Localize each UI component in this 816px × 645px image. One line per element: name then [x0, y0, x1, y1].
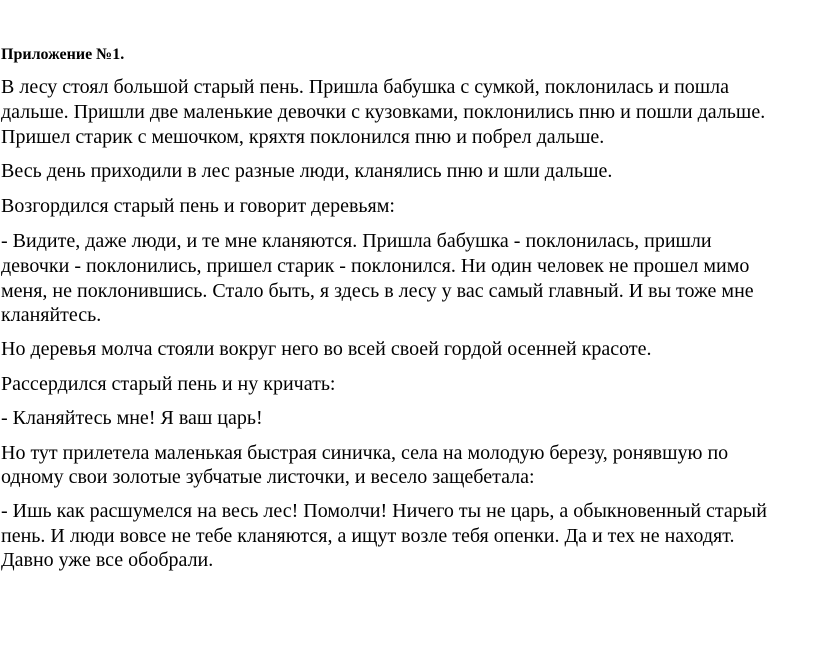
text-line: Пришел старик с мешочком, кряхтя поклонился пню и побрел дальше. — [1, 126, 605, 148]
text-line: пень. И люди вовсе не тебе кланяются, а ищут возле тебя опенки. Да и тех не находят. — [1, 525, 735, 547]
text-line: Давно уже все обобрали. — [1, 549, 214, 571]
text-line: - Кланяйтесь мне! Я ваш царь! — [1, 407, 263, 429]
text-line: - Ишь как расшумелся на весь лес! Помолчи! Ничего ты не царь, а обыкновенный старый — [1, 500, 767, 522]
text-line: Весь день приходили в лес разные люди, кланялись пню и шли дальше. — [1, 160, 613, 182]
text-line: Но деревья молча стояли вокруг него во всей своей гордой осенней красоте. — [1, 338, 652, 360]
text-line: кланяйтесь. — [1, 304, 102, 326]
text-line: Рассердился старый пень и ну кричать: — [1, 373, 336, 395]
text-line: Возгордился старый пень и говорит деревьям: — [1, 195, 395, 217]
text-line: дальше. Пришли две маленькие девочки с кузовками, поклонились пню и пошли дальше. — [1, 101, 766, 123]
text-line: Но тут прилетела маленькая быстрая синичка, села на молодую березу, ронявшую по — [1, 442, 729, 464]
document-heading: Приложение №1. — [1, 46, 125, 63]
text-line: - Видите, даже люди, и те мне кланяются. Пришла бабушка - поклонилась, пришли — [1, 230, 712, 252]
text-line: девочки - поклонились, пришел старик - поклонился. Ни один человек не прошел мимо — [1, 255, 750, 277]
text-line: В лесу стоял большой старый пень. Пришла бабушка с сумкой, поклонилась и пошла — [1, 76, 730, 98]
text-line: одному свои золотые зубчатые листочки, и весело защебетала: — [1, 466, 535, 488]
text-line: меня, не поклонившись. Стало быть, я здесь в лесу у вас самый главный. И вы тоже мне — [1, 280, 754, 302]
